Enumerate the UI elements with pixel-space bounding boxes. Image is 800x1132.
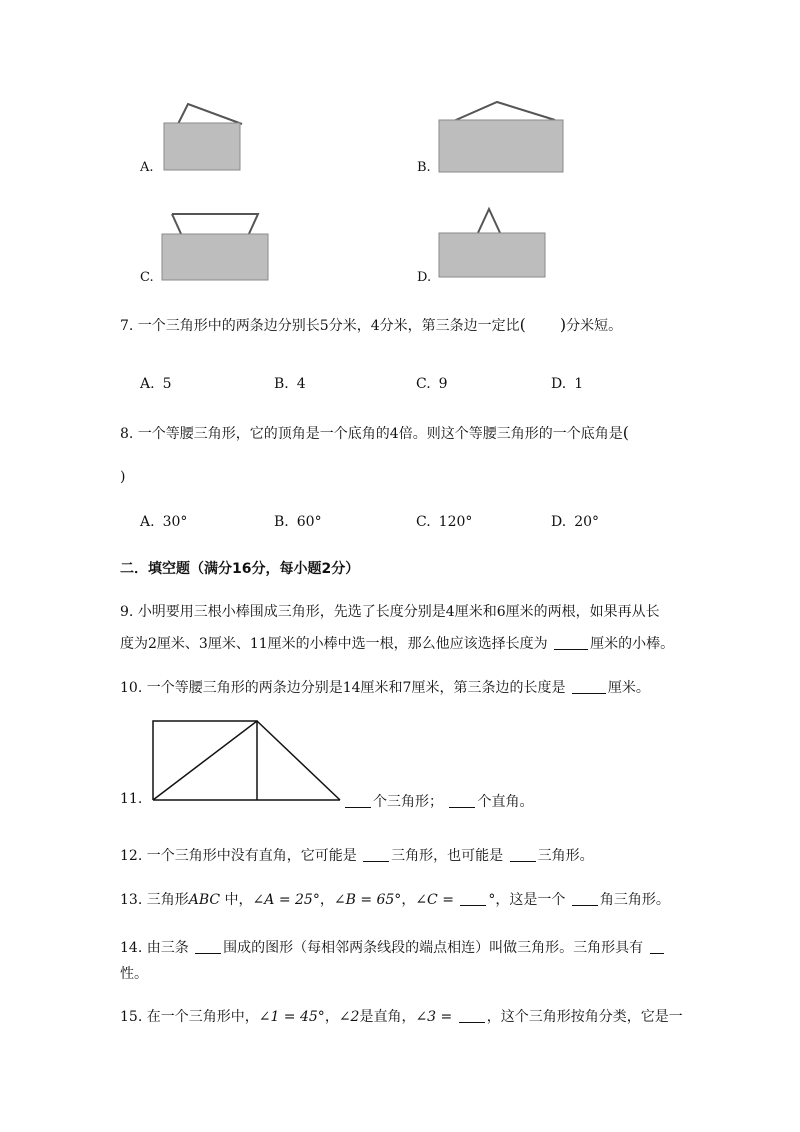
q14-line2: 性。 [120, 966, 148, 982]
q12-text3: 三角形。 [537, 848, 594, 864]
q15-text3: ，这个三角形按角分类，它是一 [486, 1009, 683, 1025]
q8-option-b[interactable] [274, 514, 322, 530]
q8-option-b-label: B. [274, 514, 289, 530]
q8-option-b-value: 60° [296, 514, 322, 530]
q13-text4: 角三角形。 [599, 892, 670, 908]
q8-paren-open: ( [622, 423, 629, 442]
q12-text2: 三角形，也可能是 [391, 848, 504, 864]
q13-text3: ，这是一个 [495, 892, 566, 908]
q15-angle3: ∠3 = [415, 1009, 453, 1025]
q11-text1: 个三角形； [373, 794, 443, 810]
q10-text-before: 一个等腰三角形的两条边分别是14厘米和7厘米，第三条边的长度是 [146, 680, 566, 696]
q15-number: 15. [120, 1009, 143, 1025]
question-14-line-1 [120, 937, 666, 957]
q14-blank-2[interactable] [650, 939, 664, 954]
q14-number: 14. [120, 940, 143, 956]
q8-paren-close: ) [120, 469, 126, 485]
q8-option-a[interactable] [140, 514, 187, 530]
question-13 [120, 889, 670, 909]
q13-comma-2: ， [401, 892, 416, 908]
q12-number: 12. [120, 848, 143, 864]
q11-text2: 个直角。 [477, 794, 534, 810]
q14-text2: 围成的图形（每相邻两条线段的端点相连）叫做三角形。三角形具有 [223, 940, 644, 956]
q13-angle-a: ∠A = 25° [252, 892, 320, 908]
q6-option-a-label: A. [140, 160, 154, 175]
q13-comma-1: ， [319, 892, 334, 908]
q6-figure-a [160, 100, 250, 170]
q8-text: 一个等腰三角形，它的顶角是一个底角的4倍。则这个等腰三角形的一个底角是 [137, 426, 623, 442]
q11-right-angle-count-blank[interactable] [449, 793, 475, 808]
q9-answer-blank[interactable] [554, 635, 588, 650]
question-14-line-2 [120, 963, 148, 983]
q13-text2: 中， [224, 892, 253, 908]
q7-paren-close: ) [559, 315, 567, 334]
q8-option-d[interactable] [551, 514, 599, 530]
q13-abc: ABC [188, 892, 221, 908]
q15-text2: 是直角， [359, 1009, 416, 1025]
q7-option-a-value: 5 [162, 376, 172, 392]
q12-blank-1[interactable] [363, 847, 389, 862]
q6-option-b-label: B. [417, 160, 431, 175]
q9-number: 9. [120, 604, 134, 620]
q13-angle-c: ∠C = [415, 892, 454, 908]
q6-figure-c [160, 210, 270, 280]
q11-figure [150, 718, 350, 808]
q7-option-a-label: A. [140, 376, 155, 392]
q7-option-d[interactable] [551, 376, 583, 392]
q8-option-d-label: D. [551, 514, 567, 530]
q7-option-c-label: C. [416, 376, 431, 392]
q13-number: 13. [120, 892, 143, 908]
q7-option-a[interactable] [140, 376, 171, 392]
q13-angle-c-blank[interactable] [460, 891, 486, 906]
question-9-line-1 [120, 601, 660, 621]
q9-line2-before: 度为2厘米、3厘米、11厘米的小棒中选一根，那么他应该选择长度为 [120, 636, 548, 652]
q8-number: 8. [120, 426, 134, 442]
q7-option-b[interactable] [274, 376, 306, 392]
q10-text-after: 厘米。 [607, 680, 650, 696]
q15-angle1: ∠1 = 45° [258, 1009, 325, 1025]
q13-text1: 三角形 [146, 892, 189, 908]
q8-option-a-label: A. [140, 514, 155, 530]
q8-option-d-value: 20° [574, 514, 600, 530]
q9-line2-after: 厘米的小棒。 [590, 636, 675, 652]
q9-line1: 小明要用三根小棒围成三角形，先选了长度分别是4厘米和6厘米的两根，如果再从长 [137, 604, 660, 620]
q7-option-c-value: 9 [438, 376, 448, 392]
q7-option-b-label: B. [274, 376, 289, 392]
q8-option-c-label: C. [416, 514, 431, 530]
q6-figure-d [437, 205, 549, 275]
q7-option-b-value: 4 [296, 376, 306, 392]
q8-option-c-value: 120° [438, 514, 473, 530]
q7-number: 7. [120, 318, 134, 334]
q12-text1: 一个三角形中没有直角，它可能是 [146, 848, 357, 864]
q15-comma: ， [324, 1009, 339, 1025]
q15-angle2: ∠2 [338, 1009, 360, 1025]
q11-number: 11. [120, 791, 143, 807]
q7-text-after: 分米短。 [566, 318, 623, 334]
q8-option-a-value: 30° [162, 514, 188, 530]
question-15 [120, 1006, 683, 1026]
section-2-title: 二．填空题（满分16分，每小题2分） [120, 561, 360, 577]
q11-answers [343, 791, 533, 811]
q15-angle3-blank[interactable] [459, 1008, 485, 1023]
q11-triangle-count-blank[interactable] [345, 793, 371, 808]
question-12 [120, 845, 594, 865]
q7-text-before: 一个三角形中的两条边分别长5分米，4分米，第三条边一定比 [137, 318, 520, 334]
question-11 [120, 791, 142, 807]
q10-number: 10. [120, 680, 143, 696]
q13-degree: ° [488, 892, 496, 908]
q13-angle-b: ∠B = 65° [333, 892, 402, 908]
q15-text1: 在一个三角形中， [146, 1009, 259, 1025]
q6-option-c-label: C. [140, 270, 154, 285]
q7-option-c[interactable] [416, 376, 448, 392]
q6-figure-b [437, 98, 567, 173]
q8-option-c[interactable] [416, 514, 472, 530]
q10-answer-blank[interactable] [572, 679, 606, 694]
q8-paren-close-line [120, 469, 125, 485]
q6-option-d-label: D. [417, 270, 432, 285]
q7-option-d-value: 1 [574, 376, 584, 392]
q7-paren-open: ( [519, 315, 526, 334]
q14-text1: 由三条 [146, 940, 189, 956]
q7-option-d-label: D. [551, 376, 567, 392]
question-9-line-2 [120, 633, 674, 653]
q12-blank-2[interactable] [510, 847, 536, 862]
question-10 [120, 677, 650, 697]
question-7 [120, 315, 622, 335]
q14-blank-1[interactable] [195, 939, 221, 954]
question-8 [120, 423, 629, 443]
q13-type-blank[interactable] [572, 891, 598, 906]
